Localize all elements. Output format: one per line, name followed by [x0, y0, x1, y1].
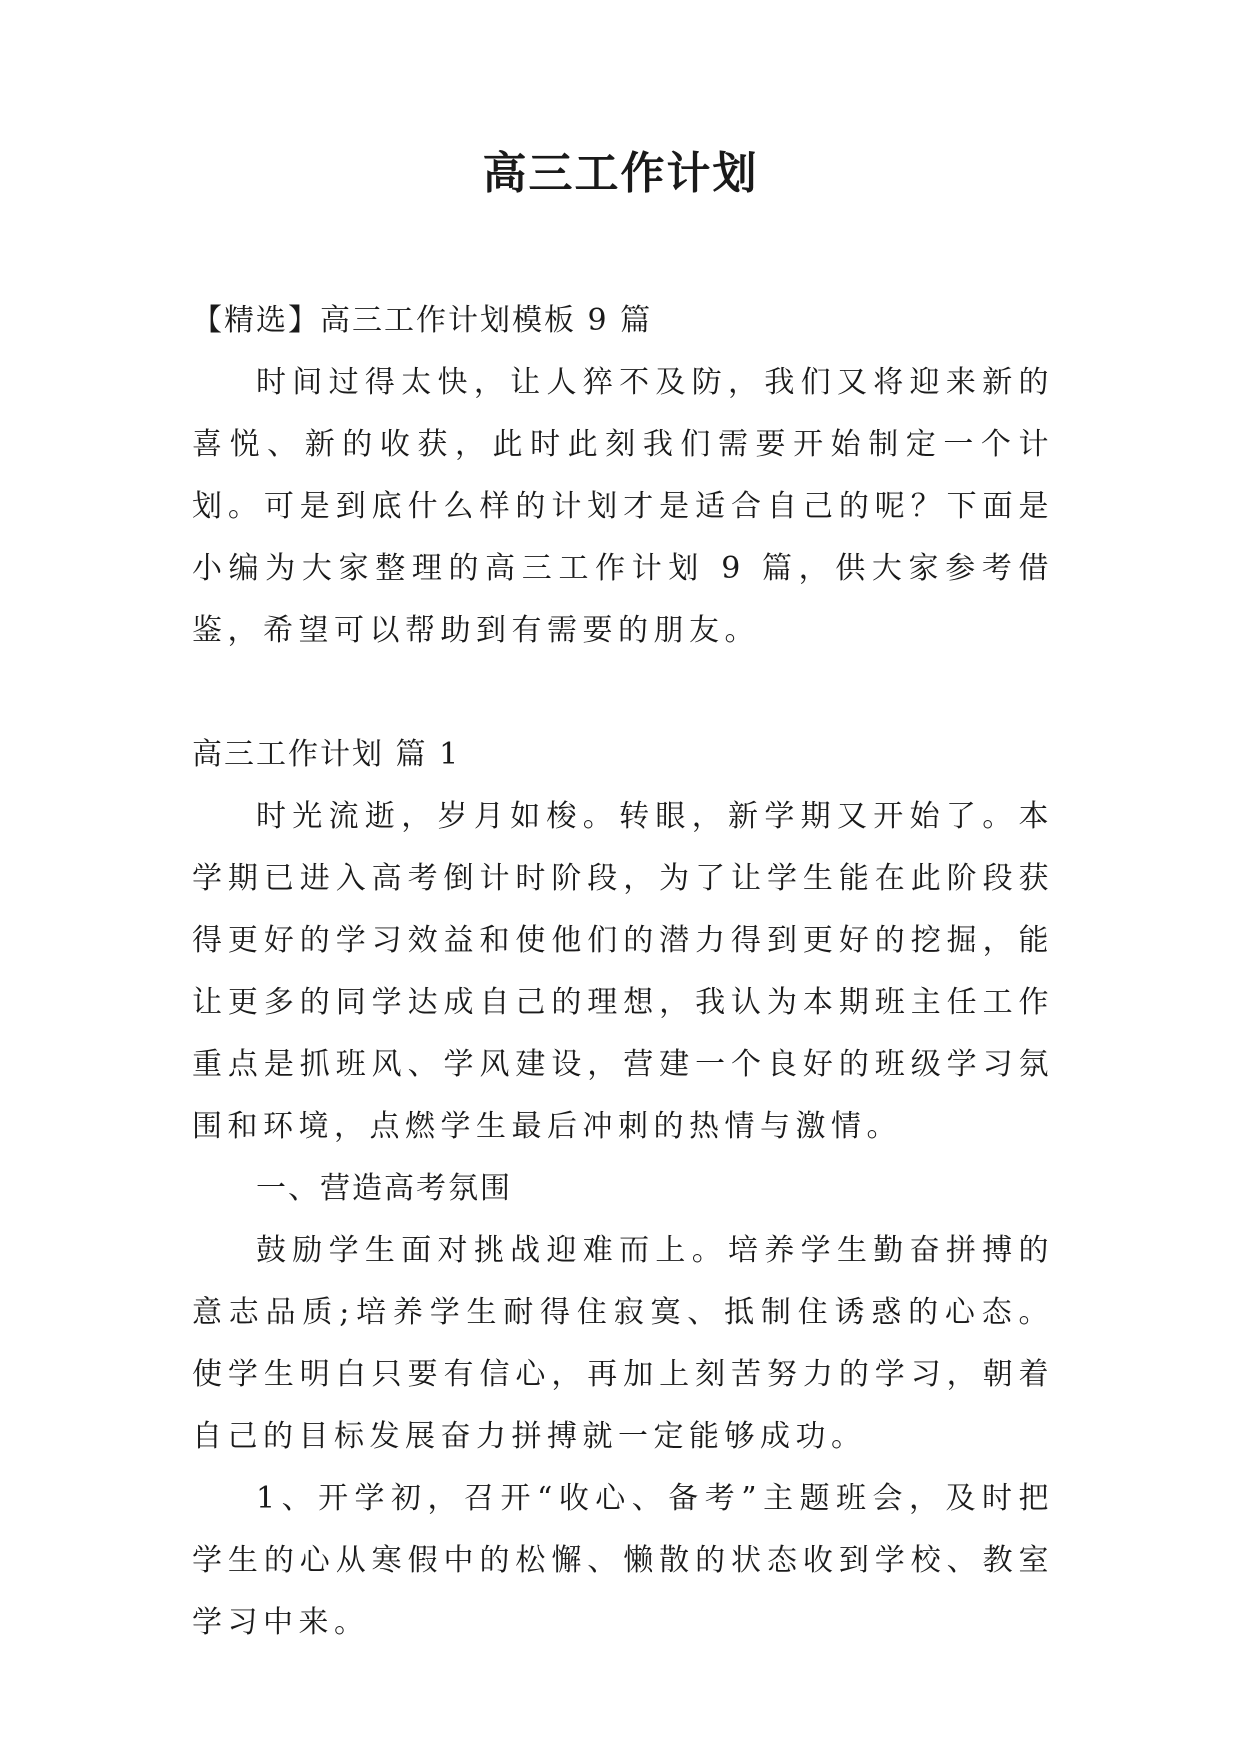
section-subheading: 一、营造高考氛围	[256, 1171, 512, 1206]
document-subtitle: 【精选】高三工作计划模板 9 篇	[192, 303, 653, 338]
intro-paragraph: 时间过得太快，让人猝不及防，我们又将迎来新的喜悦、新的收获，此时此刻我们需要开始制定一个计划。可是到底什么样的计划才是适合自己的呢？下面是小编为大家整理的高三工作计划 9 篇，供大家参考借鉴，希望可以帮助到有需要的朋友。	[192, 365, 1054, 648]
section-heading: 高三工作计划 篇 1	[192, 737, 461, 772]
document-body	[192, 290, 1054, 1654]
section-paragraph: 1、开学初，召开“收心、备考”主题班会，及时把学生的心从寒假中的松懈、懒散的状态收到学校、教室学习中来。	[192, 1481, 1054, 1640]
document-title: 高三工作计划	[482, 148, 759, 199]
section-paragraph: 鼓励学生面对挑战迎难而上。培养学生勤奋拼搏的意志品质;培养学生耐得住寂寞、抵制住诱惑的心态。使学生明白只要有信心，再加上刻苦努力的学习，朝着自己的目标发展奋力拼搏就一定能够成功。	[192, 1233, 1054, 1454]
section-paragraph: 时光流逝，岁月如梭。转眼，新学期又开始了。本学期已进入高考倒计时阶段，为了让学生能在此阶段获得更好的学习效益和使他们的潜力得到更好的挖掘，能让更多的同学达成自己的理想，我认为本期班主任工作重点是抓班风、学风建设，营建一个良好的班级学习氛围和环境，点燃学生最后冲刺的热情与激情。	[192, 799, 1054, 1144]
